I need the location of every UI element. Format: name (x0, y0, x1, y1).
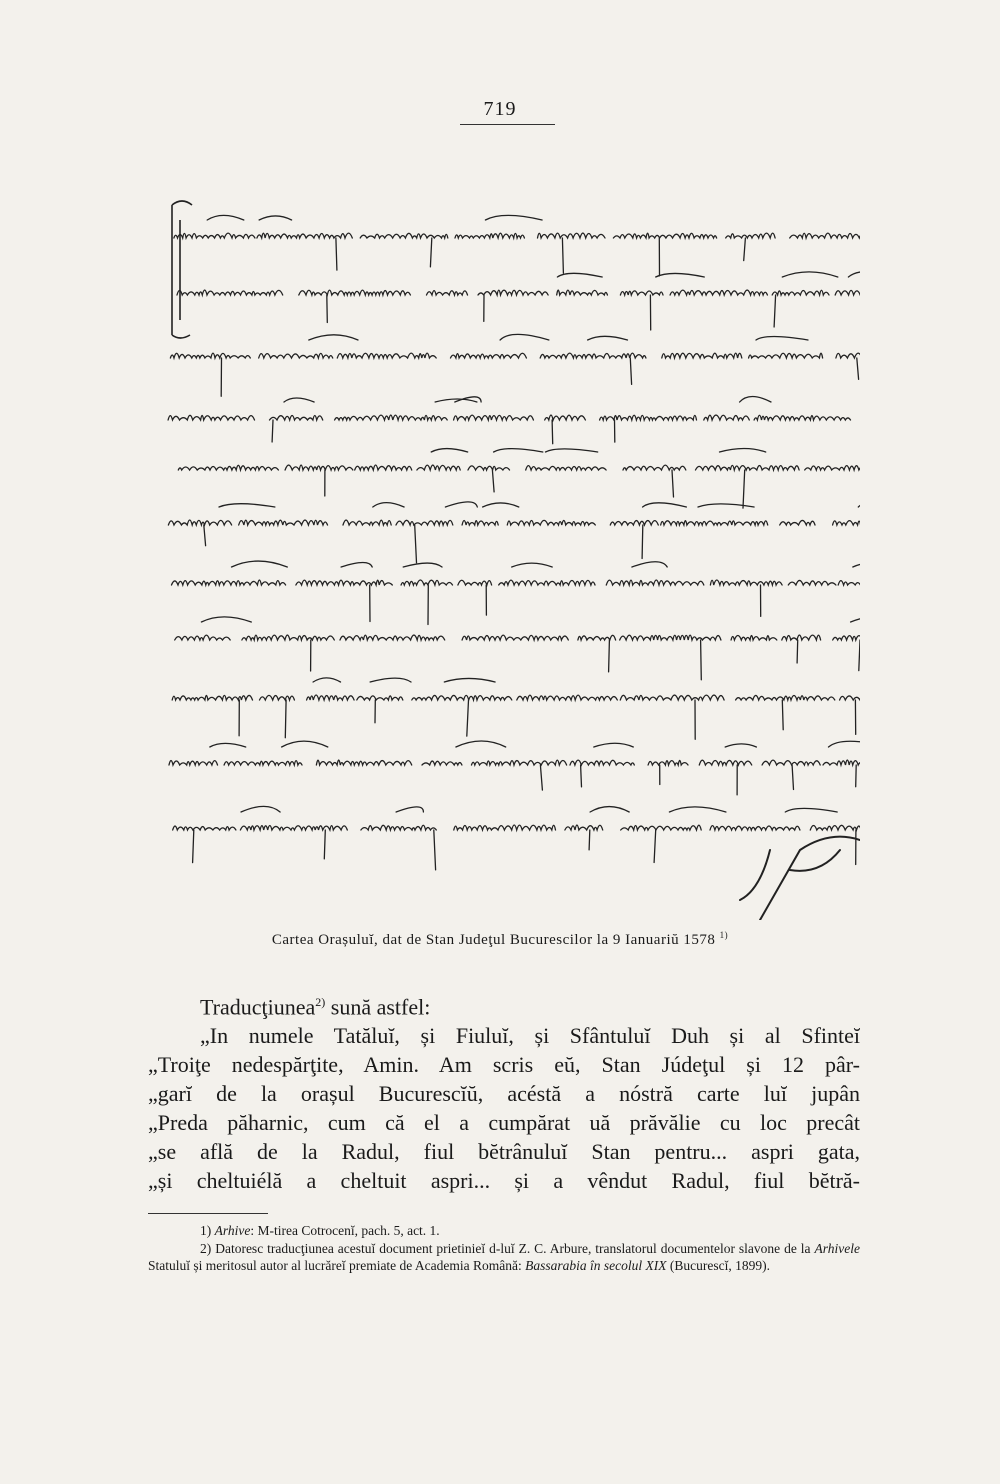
manuscript-line (170, 334, 860, 396)
heading-word: Traducţiunea (200, 994, 316, 1020)
footnote-2 (148, 1240, 860, 1275)
manuscript-line (172, 561, 861, 624)
footnote-2-number: 2) (200, 1240, 212, 1256)
manuscript-line (174, 215, 860, 275)
footnote-1-source: Arhive (214, 1223, 251, 1238)
manuscript-signature (740, 837, 860, 920)
figure-caption (0, 930, 1000, 949)
manuscript-line (177, 272, 860, 330)
footnote-separator (148, 1213, 268, 1214)
text-line: „garĭ de la orașul Bucurescĭŭ, acéstă a nóstră carte luĭ jupân (148, 1081, 860, 1107)
manuscript-line (178, 449, 860, 509)
footnote-2-text-b: Statuluĭ și meritosul autor al lucrăreĭ premiate de Academia Română: (148, 1258, 526, 1273)
manuscript-initial-letter (172, 201, 192, 338)
manuscript-line (168, 502, 860, 563)
translation-heading (148, 988, 860, 1021)
manuscript-line (168, 397, 850, 444)
heading-rest: sună astfel: (325, 994, 431, 1020)
caption-footnote-mark: 1) (719, 930, 729, 940)
text-line: „In numele Tatăluĭ, și Fiuluĭ, și Sfântuluĭ Duh și al Sfinteĭ (200, 1023, 860, 1049)
text-line: „și cheltuiélă a cheltuit aspri... și a vêndut Radul, fiul bĕtră- (148, 1168, 860, 1194)
manuscript-facsimile (160, 180, 860, 920)
footnote-2-text-a: Datoresc traducţiunea acestuĭ document prietinieĭ d-luĭ Z. C. Arbure, translatorul documentelor slavone de la (211, 1240, 815, 1256)
caption-text: Cartea Orașuluĭ, dat de Stan Judeţul Bucurescilor la 9 Ianuariŭ 1578 (271, 932, 716, 948)
footnote-1 (148, 1222, 860, 1240)
page-number: 719 (483, 98, 517, 120)
text-line: „Preda păharnic, cum că el a cumpărat uă prăvălie cu loc precât (148, 1110, 860, 1136)
footnote-2-italic-book: Bassarabia în secolul XIX (525, 1258, 667, 1273)
text-line: „se află de la Radul, fiul bĕtrânuluĭ Stan pentru... aspri gata, (148, 1139, 860, 1165)
handwritten-slavonic-manuscript-image (160, 180, 860, 920)
footnote-2-italic-archive: Arhivele (814, 1240, 860, 1256)
footnote-1-number: 1) (200, 1223, 212, 1238)
manuscript-line (175, 617, 860, 680)
footnote-2-text-c: (Bucurescĭ, 1899). (666, 1258, 770, 1273)
heading-footnote-mark: 2) (315, 995, 326, 1009)
manuscript-line (173, 806, 860, 869)
footnotes (148, 1222, 860, 1275)
translation-text (148, 988, 860, 1195)
footnote-1-text: : M-tirea Cotrocenĭ, pach. 5, act. 1. (250, 1223, 440, 1238)
manuscript-line (169, 741, 860, 795)
manuscript-line (172, 678, 860, 739)
text-line: „Troiţe nedespărţite, Amin. Am scris eŭ, Stan Júdeţul și 12 pâr- (148, 1052, 860, 1078)
page-number-rule (460, 124, 555, 125)
